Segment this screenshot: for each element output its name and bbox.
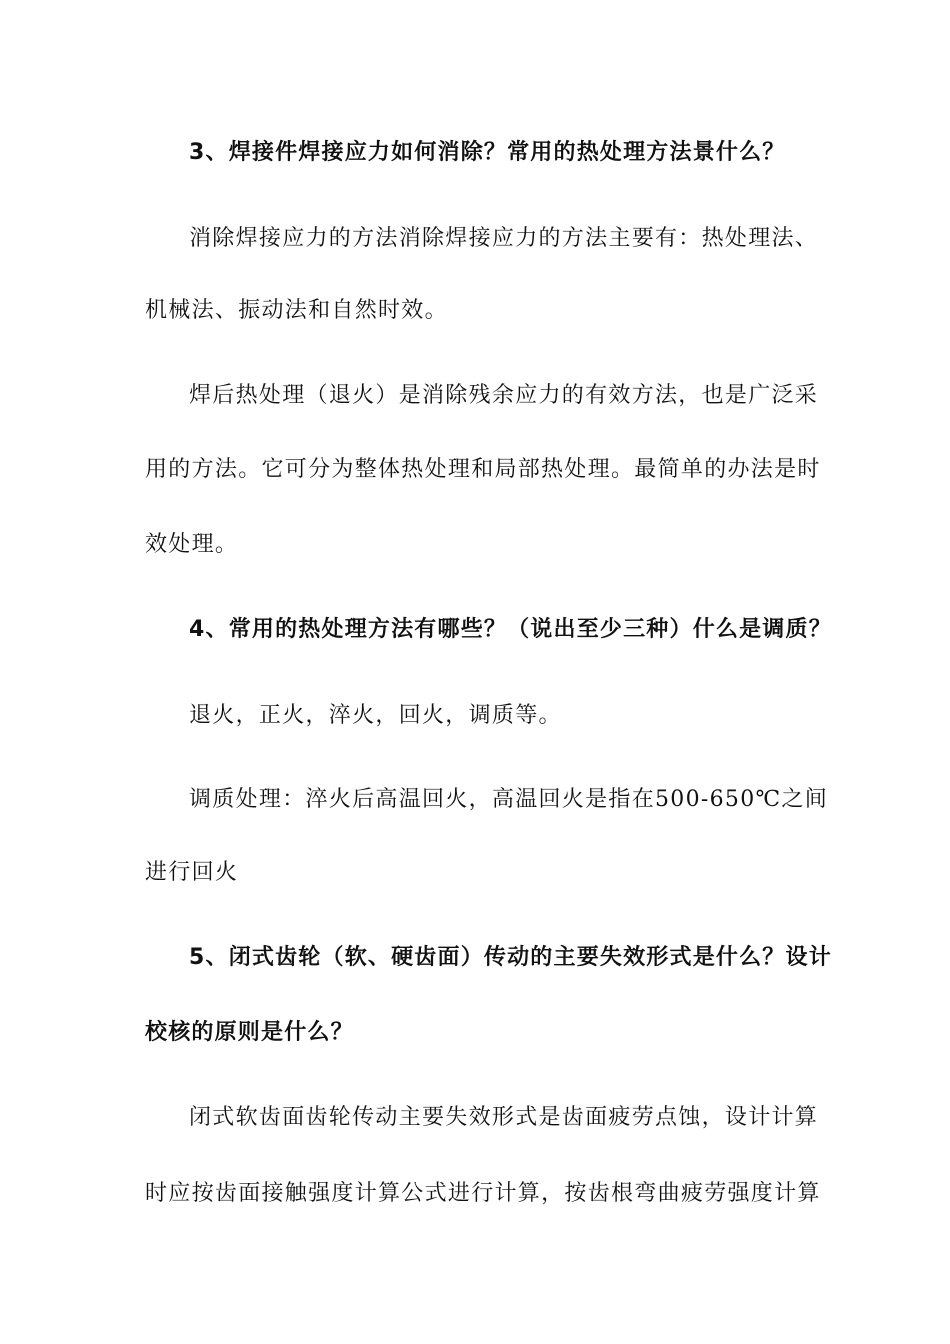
q4-paragraph-2-line-1: 调质处理：淬火后高温回火，高温回火是指在500-650℃之间	[189, 787, 829, 812]
question-5-heading-line-2: 校核的原则是什么？	[145, 1020, 354, 1045]
q5-paragraph-1-line-2: 时应按齿面接触强度计算公式进行计算，按齿根弯曲疲劳强度计算	[145, 1181, 821, 1206]
question-3-heading: 3、焊接件焊接应力如何消除？常用的热处理方法景什么？	[189, 140, 786, 165]
q3-paragraph-1-line-2: 机械法、振动法和自然时效。	[145, 298, 448, 323]
q5-paragraph-1-line-1: 闭式软齿面齿轮传动主要失效形式是齿面疲劳点蚀，设计计算	[189, 1105, 819, 1130]
q4-paragraph-2-line-2: 进行回火	[145, 860, 239, 885]
q3-paragraph-2-line-3: 效处理。	[145, 532, 239, 557]
question-5-heading-line-1: 5、闭式齿轮（软、硬齿面）传动的主要失效形式是什么？设计	[189, 945, 832, 970]
question-4-heading: 4、常用的热处理方法有哪些？（说出至少三种）什么是调质？	[189, 617, 832, 642]
q4-paragraph-1: 退火，正火，淬火，回火，调质等。	[189, 703, 562, 728]
q3-paragraph-1-line-1: 消除焊接应力的方法消除焊接应力的方法主要有：热处理法、	[189, 226, 819, 251]
q3-paragraph-2-line-2: 用的方法。它可分为整体热处理和局部热处理。最简单的办法是时	[145, 457, 821, 482]
q3-paragraph-2-line-1: 焊后热处理（退火）是消除残余应力的有效方法，也是广泛采	[189, 383, 819, 408]
